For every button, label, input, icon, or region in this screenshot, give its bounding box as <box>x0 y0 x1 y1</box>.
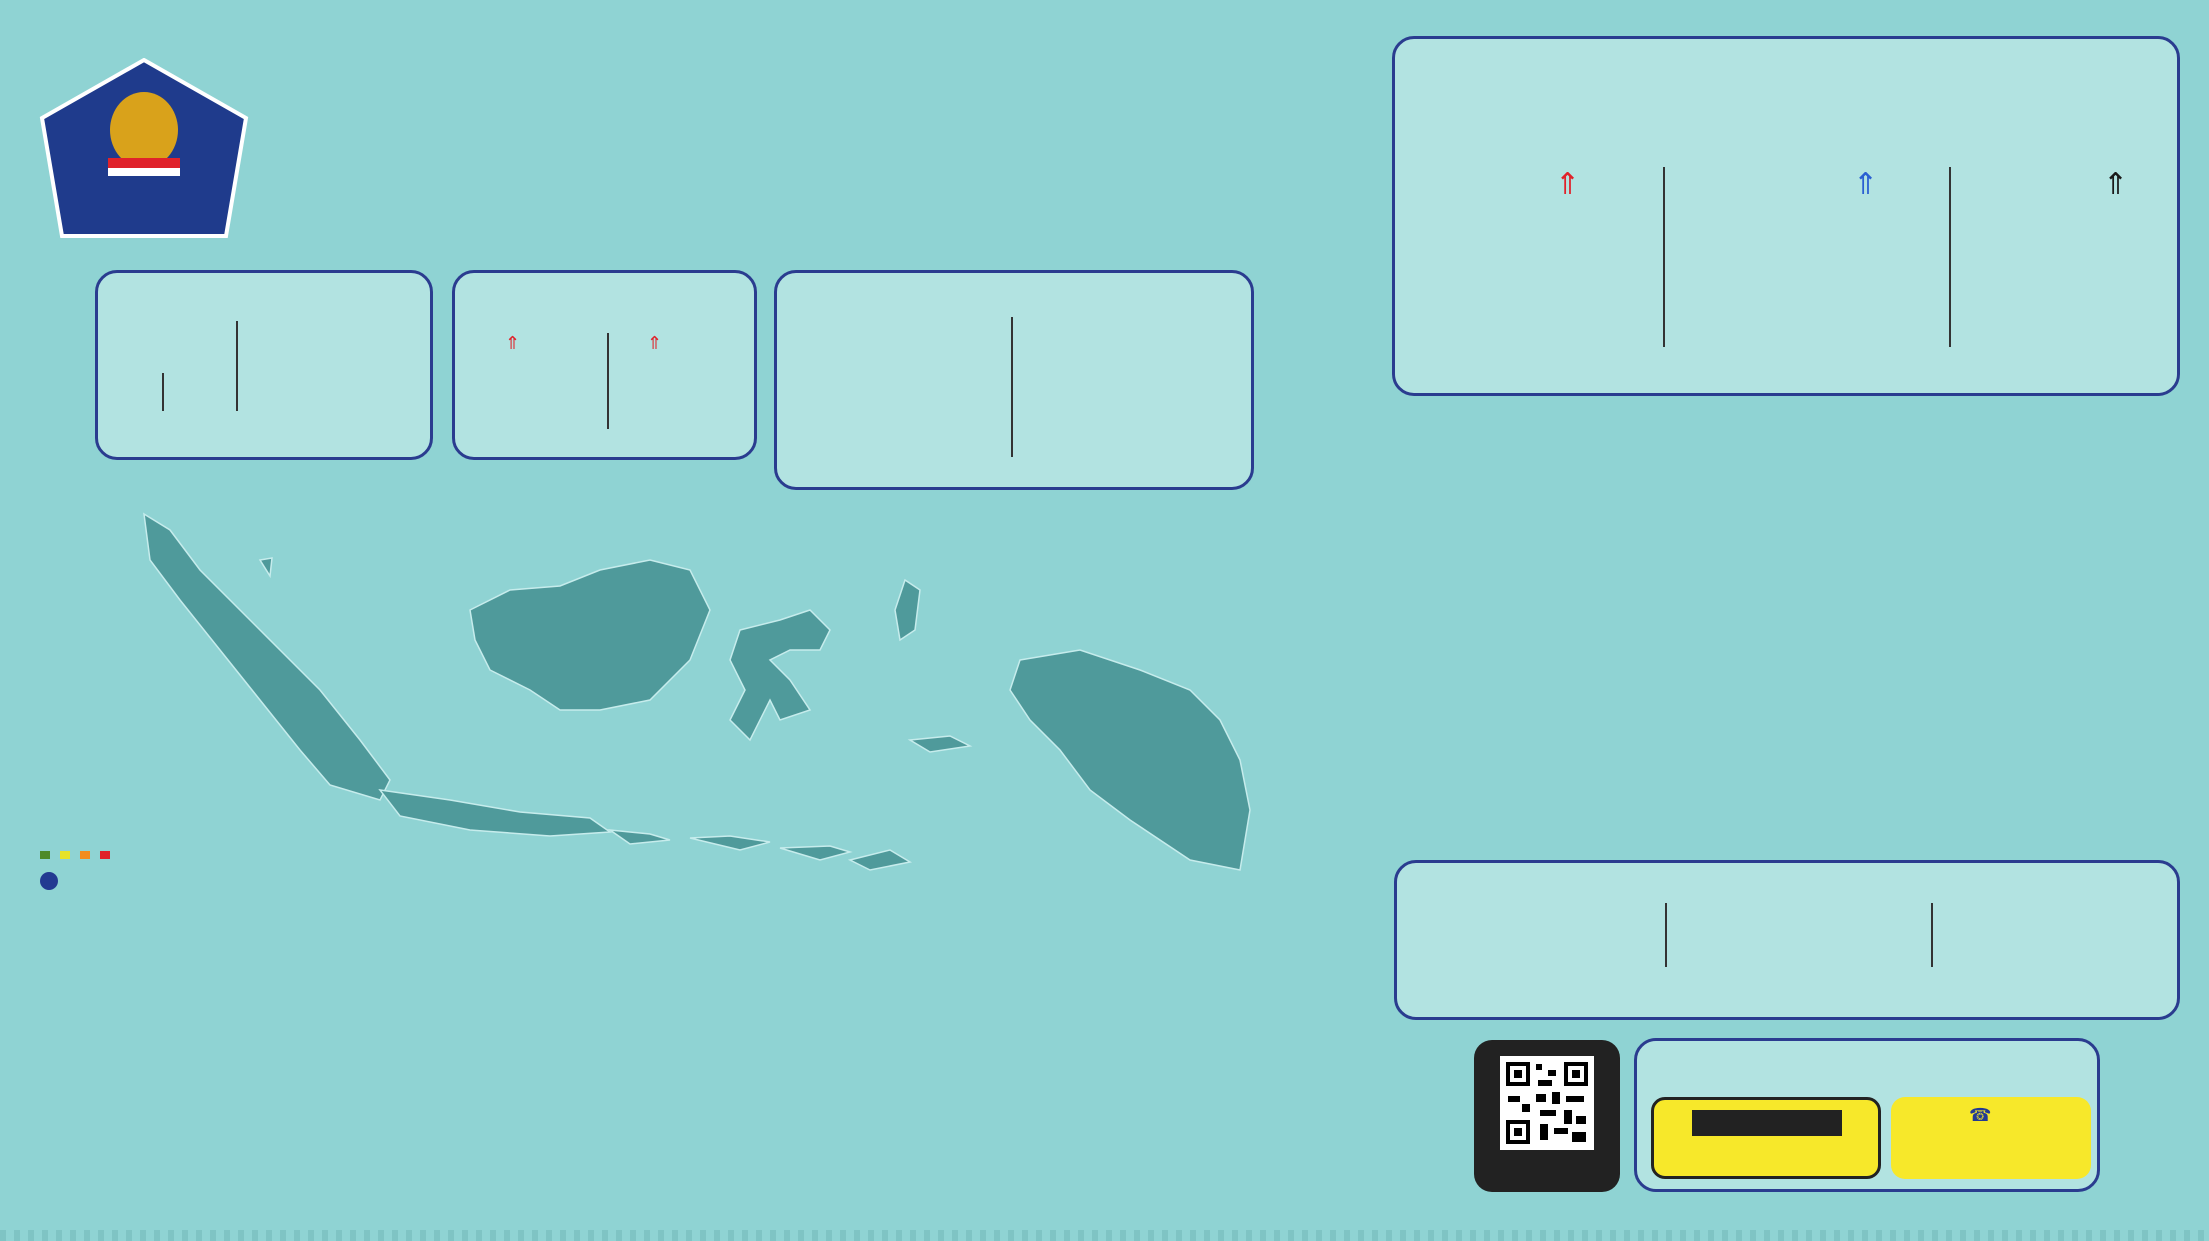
information-panel <box>1634 1038 2100 1192</box>
phone-icon: ☎ <box>1969 1105 1992 1125</box>
deaths-increase: ⇑ <box>2103 168 2129 201</box>
daily-cases-chart <box>40 950 1360 1210</box>
official-site-link[interactable] <box>1651 1097 1881 1179</box>
confirmed-increase: ⇑ <box>1555 168 1581 201</box>
legend-swatch-2 <box>60 851 70 859</box>
legend-swatch-3 <box>80 851 90 859</box>
qr-code-icon <box>1500 1056 1594 1150</box>
pcr-specimens-increase: ⇑ <box>647 333 663 353</box>
pcr-test-panel <box>452 270 757 460</box>
cumulative-dot-icon <box>40 872 58 890</box>
legend-swatch-1 <box>40 851 50 859</box>
bottom-strip <box>0 1230 2209 1241</box>
legend-swatch-4 <box>100 851 110 859</box>
total-cases-panel <box>1392 36 2180 396</box>
task-force-logo <box>38 58 250 238</box>
recovered-increase: ⇑ <box>1853 168 1879 201</box>
map-legend <box>40 850 110 862</box>
incoming-funds-panel <box>1394 860 2180 1020</box>
pcr-people-increase: ⇑ <box>505 333 521 353</box>
qr-card[interactable] <box>1474 1040 1620 1192</box>
indonesia-map <box>130 500 1270 910</box>
call-center-button[interactable] <box>1891 1097 2091 1179</box>
logistics-panel <box>774 270 1254 490</box>
emergency-status-panel <box>95 270 433 460</box>
